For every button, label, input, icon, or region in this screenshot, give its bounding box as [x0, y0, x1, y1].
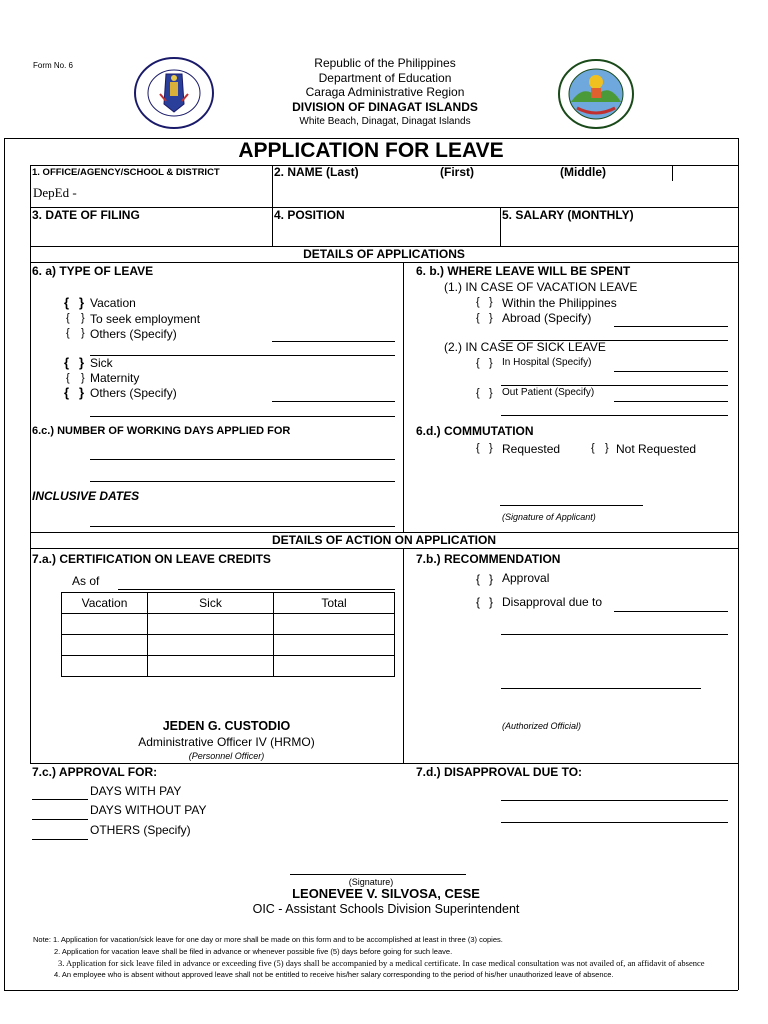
- authorized-official-label: (Authorized Official): [502, 721, 582, 731]
- case-vacation-label: (1.) IN CASE OF VACATION LEAVE: [444, 280, 638, 294]
- position-label: 4. POSITION: [274, 208, 345, 222]
- not-requested-bracket-open: {: [591, 442, 595, 454]
- sick-option[interactable]: Sick: [90, 356, 113, 370]
- officer-role: (Personnel Officer): [188, 751, 265, 761]
- superintendent-title: OIC - Assistant Schools Division Superintendent: [252, 902, 520, 916]
- seek-bracket-close: }: [81, 312, 85, 324]
- others2-bracket-close: }: [79, 385, 85, 400]
- disapproval-bracket-close: }: [489, 595, 494, 609]
- officer-title: Administrative Officer IV (HRMO): [138, 735, 315, 749]
- officer-name: JEDEN G. CUSTODIO: [162, 719, 291, 733]
- form-title: APPLICATION FOR LEAVE: [238, 139, 504, 162]
- table-row: [62, 614, 395, 635]
- others1-bracket-open: {: [66, 327, 70, 339]
- out-patient-option[interactable]: Out Patient (Specify): [502, 387, 595, 398]
- table-header-vacation: Vacation: [62, 593, 148, 614]
- seek-employment-option[interactable]: To seek employment: [90, 312, 201, 326]
- working-days-label: 6.c.) NUMBER OF WORKING DAYS APPLIED FOR: [32, 425, 291, 437]
- header-line-republic: Republic of the Philippines: [314, 56, 456, 70]
- table-row: [62, 635, 395, 656]
- not-requested-bracket-close: }: [605, 442, 609, 454]
- maternity-bracket-close: }: [81, 372, 85, 384]
- office-label: 1. OFFICE/AGENCY/SCHOOL & DISTRICT: [32, 167, 220, 178]
- details-applications-heading: DETAILS OF APPLICATIONS: [303, 247, 465, 261]
- within-philippines-option[interactable]: Within the Philippines: [502, 296, 617, 310]
- abroad-bracket-close: }: [489, 312, 493, 324]
- in-hospital-option[interactable]: In Hospital (Specify): [502, 357, 592, 368]
- requested-option[interactable]: Requested: [502, 442, 561, 456]
- form-number: Form No. 6: [33, 61, 74, 70]
- table-header-sick: Sick: [148, 593, 274, 614]
- header-line-department: Department of Education: [318, 71, 452, 85]
- name-label: 2. NAME (Last): [274, 165, 359, 179]
- requested-bracket-close: }: [489, 442, 493, 454]
- requested-bracket-open: {: [476, 442, 480, 454]
- others1-option[interactable]: Others (Specify): [90, 327, 177, 341]
- days-without-pay: DAYS WITHOUT PAY: [90, 803, 207, 817]
- commutation-label: 6.d.) COMMUTATION: [416, 424, 534, 438]
- not-requested-option[interactable]: Not Requested: [616, 442, 697, 456]
- hospital-bracket-open: {: [476, 357, 480, 369]
- approval-option[interactable]: Approval: [502, 571, 550, 585]
- abroad-bracket-open: {: [476, 312, 480, 324]
- others-specify: OTHERS (Specify): [90, 823, 191, 837]
- approval-for-label: 7.c.) APPROVAL FOR:: [32, 765, 158, 779]
- sick-bracket-close: }: [79, 355, 85, 370]
- disapproval-bracket-open: {: [476, 595, 481, 609]
- table-header-total: Total: [274, 593, 395, 614]
- division-seal-right: [557, 58, 635, 130]
- vacation-option[interactable]: Vacation: [90, 296, 136, 310]
- vacation-bracket-open: {: [64, 295, 70, 310]
- seek-bracket-open: {: [66, 312, 70, 324]
- sick-bracket-open: {: [64, 355, 70, 370]
- type-of-leave-label: 6. a) TYPE OF LEAVE: [32, 264, 154, 278]
- within-bracket-open: {: [476, 296, 480, 308]
- outpatient-bracket-open: {: [476, 387, 480, 399]
- note-3: 3. Application for sick leave filed in advance or exceeding five (5) days shall be accompanied by a medical certificate. In case medical consultation was not availed of, an affidavit of absence: [58, 958, 705, 968]
- salary-label: 5. SALARY (MONTHLY): [502, 208, 634, 222]
- approval-bracket-close: }: [489, 572, 494, 586]
- outpatient-bracket-close: }: [489, 387, 493, 399]
- note-4: 4. An employee who is absent without approved leave shall not be entitled to receive his/her salary corresponding to the period of his/her unauthorized leave of absence.: [54, 970, 614, 979]
- disapproval-option[interactable]: Disapproval due to: [502, 595, 603, 609]
- date-filing-label: 3. DATE OF FILING: [32, 208, 140, 222]
- signature-label: (Signature): [348, 877, 394, 887]
- note-2: 2. Application for vacation leave shall be filed in advance or whenever possible five (5) days before going for such leave.: [54, 947, 453, 956]
- maternity-bracket-open: {: [66, 372, 70, 384]
- office-value[interactable]: DepEd -: [33, 185, 77, 200]
- note-1: Note: 1. Application for vacation/sick leave for one day or more shall be made on this form and to be accomplished at least in three (3) copies.: [33, 935, 503, 944]
- others2-option[interactable]: Others (Specify): [90, 386, 177, 400]
- inclusive-dates-label: INCLUSIVE DATES: [32, 489, 140, 503]
- maternity-option[interactable]: Maternity: [90, 371, 140, 385]
- middle-name-label: (Middle): [560, 165, 606, 179]
- leave-credits-table: [61, 592, 395, 677]
- disapproval-due-label: 7.d.) DISAPPROVAL DUE TO:: [416, 765, 583, 779]
- signature-applicant-label: (Signature of Applicant): [502, 512, 596, 522]
- as-of-label: As of: [72, 574, 100, 588]
- hospital-bracket-close: }: [489, 357, 493, 369]
- days-with-pay: DAYS WITH PAY: [90, 784, 182, 798]
- recommendation-label: 7.b.) RECOMMENDATION: [416, 552, 561, 566]
- certification-label: 7.a.) CERTIFICATION ON LEAVE CREDITS: [32, 552, 271, 566]
- table-row: [62, 656, 395, 677]
- header-line-division: DIVISION OF DINAGAT ISLANDS: [292, 100, 478, 114]
- first-name-label: (First): [440, 165, 474, 179]
- case-sick-label: (2.) IN CASE OF SICK LEAVE: [444, 340, 606, 354]
- vacation-bracket-close: }: [79, 295, 85, 310]
- others1-bracket-close: }: [81, 327, 85, 339]
- header-line-region: Caraga Administrative Region: [305, 85, 465, 99]
- details-action-heading: DETAILS OF ACTION ON APPLICATION: [272, 533, 496, 547]
- superintendent-name: LEONEVEE V. SILVOSA, CESE: [292, 886, 480, 901]
- within-bracket-close: }: [489, 296, 493, 308]
- header-line-address: White Beach, Dinagat, Dinagat Islands: [299, 116, 471, 127]
- others2-bracket-open: {: [64, 385, 70, 400]
- approval-bracket-open: {: [476, 572, 481, 586]
- where-leave-label: 6. b.) WHERE LEAVE WILL BE SPENT: [416, 264, 631, 278]
- abroad-option[interactable]: Abroad (Specify): [502, 311, 592, 325]
